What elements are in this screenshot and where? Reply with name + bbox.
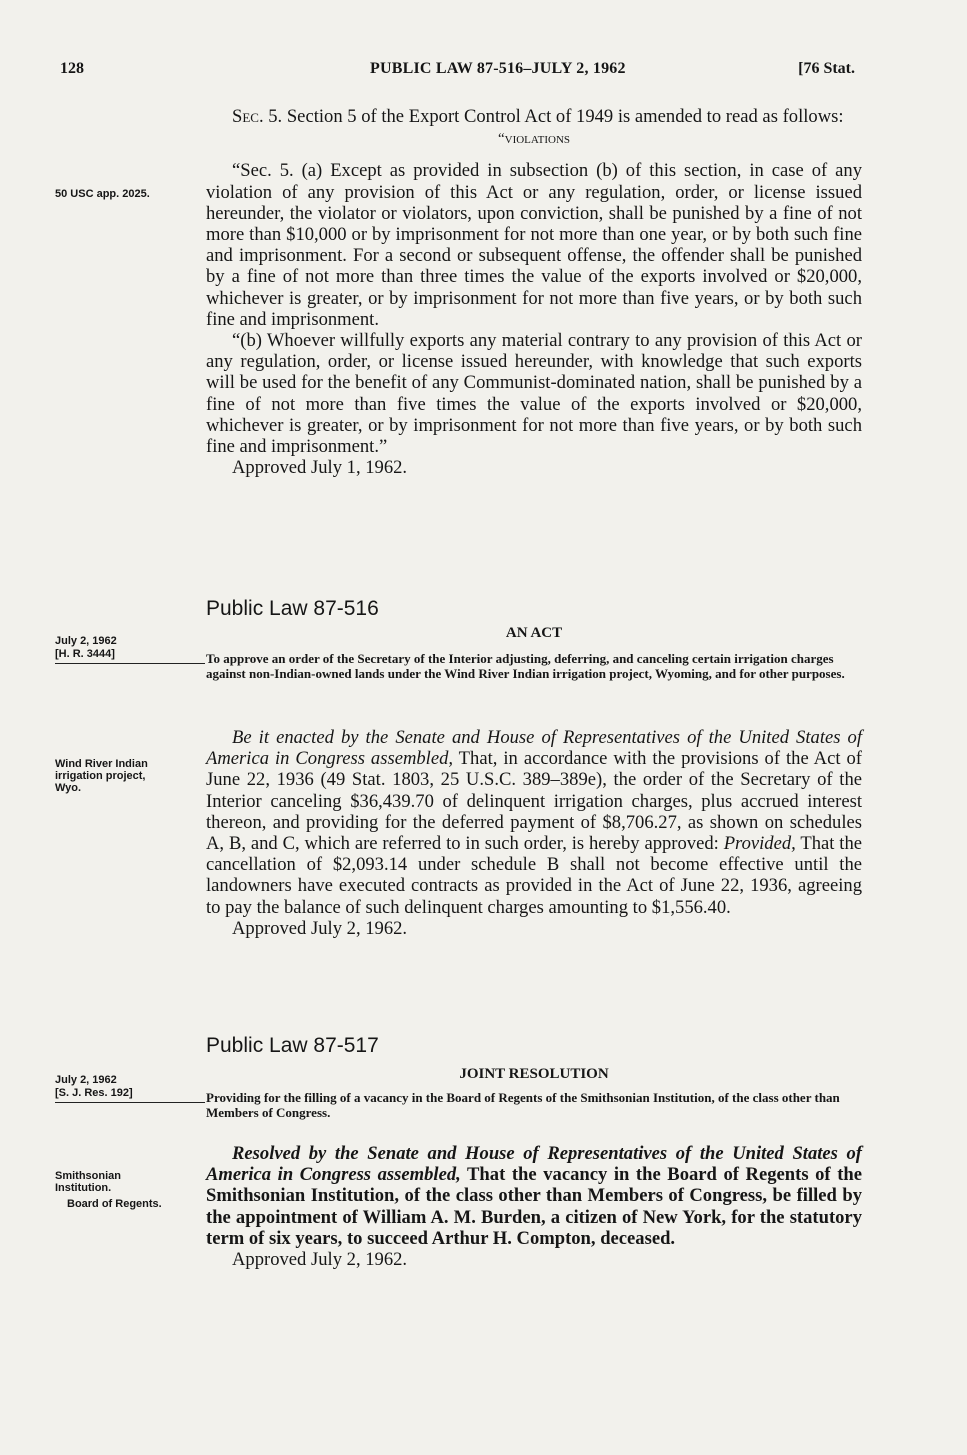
law-516-body bbox=[206, 727, 862, 939]
margin-rule bbox=[55, 663, 205, 664]
law-517-resolution: Resolved by the Senate and House of Representatives of the United States of America in Congress assembled, That the vacancy in the Board of Regents of the Smithsonian Institution, of the class other than Members of Congress, be filled by the appointment of William A. M. Burden, a citizen of New York, for the statutory term of six years, to succeed Arthur H. Compton, deceased. bbox=[206, 1143, 862, 1249]
margin-rule-2 bbox=[55, 1102, 205, 1103]
statute-reference: [76 Stat. bbox=[798, 60, 855, 77]
margin-topic-board-of-regents: Board of Regents. bbox=[67, 1198, 162, 1210]
margin-date-517: July 2, 1962 bbox=[55, 1074, 117, 1086]
margin-citation-50usc: 50 USC app. 2025. bbox=[55, 188, 150, 200]
law-517-body bbox=[206, 1143, 862, 1270]
section-5-intro: Sec. 5. Section 5 of the Export Control Act of 1949 is amended to read as follows: bbox=[232, 106, 844, 127]
act-purpose-516: To approve an order of the Secretary of the Interior adjusting, deferring, and canceling certain irrigation charges against non-Indian-owned lands under the Wind River Indian irrigation project, Wyoming, and for other purposes. bbox=[206, 651, 845, 681]
section-5-para-b: “(b) Whoever willfully exports any material contrary to any provision of this Act or any regulation, order, or license issued hereunder, with knowledge that such exports will be used for the benefit of any Communist-dominated nation, shall be punished by a fine of not more than five times the value of the exports involved or $20,000, whichever is greater, or by imprisonment for not more than five years, or by both such fine and imprisonment.” bbox=[206, 330, 862, 458]
page-number: 128 bbox=[60, 60, 84, 77]
act-purpose-517: Providing for the filling of a vacancy in the Board of Regents of the Smithsonian Institution, of the class other than Members of Congress. bbox=[206, 1090, 840, 1120]
violations-heading: “violations bbox=[497, 131, 571, 148]
page-header bbox=[60, 60, 855, 84]
approved-date-2: Approved July 2, 1962. bbox=[232, 917, 408, 939]
approved-date-3: Approved July 2, 1962. bbox=[232, 1249, 408, 1271]
joint-resolution-heading: JOINT RESOLUTION bbox=[459, 1066, 609, 1082]
public-law-87-516-title: Public Law 87-516 bbox=[206, 597, 379, 620]
margin-bill-hr3444: [H. R. 3444] bbox=[55, 648, 115, 660]
margin-topic-wind-river: Wind River Indian irrigation project, Wyo. bbox=[55, 758, 148, 794]
act-heading: AN ACT bbox=[505, 625, 563, 641]
section-5-block bbox=[206, 106, 862, 478]
margin-topic-smithsonian: Smithsonian Institution. bbox=[55, 1170, 122, 1194]
approved-date-1: Approved July 1, 1962. bbox=[232, 457, 408, 479]
margin-date-516: July 2, 1962 bbox=[55, 635, 117, 647]
running-title: PUBLIC LAW 87-516–JULY 2, 1962 bbox=[370, 60, 626, 77]
public-law-87-517-title: Public Law 87-517 bbox=[206, 1034, 379, 1057]
section-5-para-a: “Sec. 5. (a) Except as provided in subsection (b) of this section, in case of any violation of any provision of this Act or any regulation, order, or license issued hereunder, the violator or violators, upon conviction, shall be punished by a fine of not more than $10,000 or by imprisonment for not more than one year, or by both such fine and imprisonment. For a second or subsequent offense, the offender shall be punished by a fine of not more than three times the value of the exports involved or $20,000, whichever is greater, or by imprisonment for not more than five years, or by both such fine and imprisonment. bbox=[206, 160, 862, 330]
margin-bill-sjres192: [S. J. Res. 192] bbox=[55, 1087, 133, 1099]
law-516-enactment: Be it enacted by the Senate and House of Representatives of the United States of America in Congress assembled, That, in accordance with the provisions of the Act of June 22, 1936 (49 Stat. 1803, 25 U.S.C. 389–389e), the order of the Secretary of the Interior canceling $36,439.70 of delinquent irrigation charges, plus accrued interest thereon, and providing for the deferred payment of $8,706.27, as shown on schedules A, B, and C, which are referred to in such order, is hereby approved: Provided, That the cancellation of $2,093.14 under schedule B shall not become effective until the landowners have executed contracts as provided in the Act of June 22, 1936, agreeing to pay the balance of such delinquent charges amounting to $1,556.40. bbox=[206, 727, 863, 918]
